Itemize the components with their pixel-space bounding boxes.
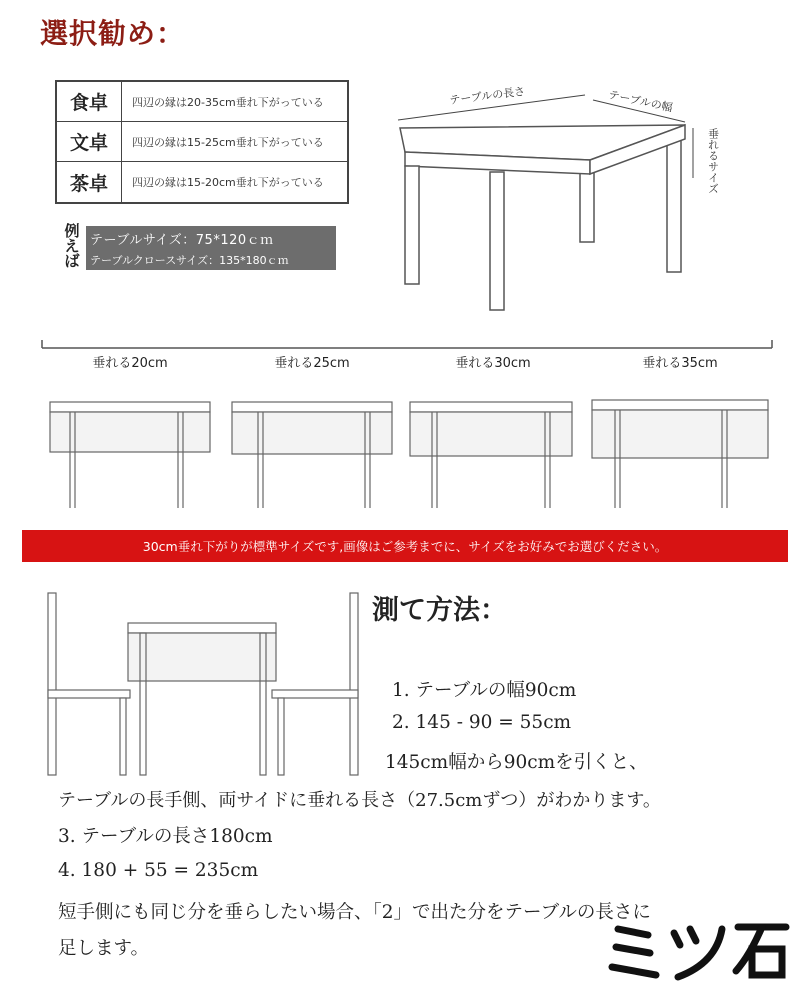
table-leg-front-mid xyxy=(490,172,504,310)
length-label: テーブルの長さ xyxy=(448,84,526,107)
method-step-4: 4. 180 + 55 = 235cm xyxy=(58,860,259,881)
drop-bracket-line xyxy=(42,340,772,348)
table-drop-35 xyxy=(592,400,768,508)
table-drop-30 xyxy=(410,402,572,508)
method-step-1: 1. テーブルの幅90cm xyxy=(392,680,577,701)
chair-left-seat xyxy=(48,690,130,698)
width-label: テーブルの幅 xyxy=(607,88,674,115)
brand-logo xyxy=(600,915,795,985)
chair-right-leg xyxy=(278,698,284,775)
method-note-1: 短手側にも同じ分を垂らしたい場合、「2」で出た分をテーブルの長さに xyxy=(58,902,651,923)
example-cloth-size: テーブルクロースサイズ：135*180ｃｍ xyxy=(90,254,289,267)
table-leg-back-right xyxy=(667,132,681,272)
table-drop-25 xyxy=(232,402,392,508)
size-row-dining xyxy=(57,82,347,122)
method-step-3: 3. テーブルの長さ180cm xyxy=(58,826,273,847)
size-row-tea xyxy=(57,162,347,202)
table-leg-front-left xyxy=(405,166,419,284)
size-table xyxy=(55,80,349,204)
table-type-label: 食卓 xyxy=(57,82,122,121)
table-cloth xyxy=(128,633,276,681)
chair-left-back xyxy=(48,593,56,775)
table-type-label: 文卓 xyxy=(57,122,122,161)
example-box xyxy=(86,226,336,270)
table-drop-desc: 四辺の縁は20-35cm垂れ下がっている xyxy=(132,95,324,109)
method-explanation-2: テーブルの長手側、両サイドに垂れる長さ（27.5cmずつ）がわかります。 xyxy=(58,790,661,811)
drop-label-30: 垂れる30cm xyxy=(455,356,531,371)
method-step-2: 2. 145 - 90 = 55cm xyxy=(392,712,572,733)
method-note-2: 足します。 xyxy=(58,938,150,959)
table-dimension-diagram xyxy=(380,80,780,320)
measurement-diagram xyxy=(40,585,370,780)
drop-label-35: 垂れる35cm xyxy=(642,356,718,371)
example-table-size: テーブルサイズ：75*120ｃｍ xyxy=(90,233,274,248)
table-type-label: 茶卓 xyxy=(57,162,122,202)
table-drop-20 xyxy=(50,402,210,508)
drop-label-25: 垂れる25cm xyxy=(274,356,350,371)
table-drop-desc: 四辺の縁は15-25cm垂れ下がっている xyxy=(132,135,324,149)
table-drop-desc: 四辺の縁は15-20cm垂れ下がっている xyxy=(132,176,324,189)
size-row-desk xyxy=(57,122,347,162)
drop-label: 垂れるサイズ xyxy=(706,128,720,194)
method-explanation-1: 145cm幅から90cmを引くと、 xyxy=(385,752,648,773)
chair-left-leg xyxy=(120,698,126,775)
chair-right-back xyxy=(350,593,358,775)
example-label: 例えば xyxy=(64,222,80,270)
page-heading: 選択勧め： xyxy=(40,17,186,50)
drop-label-20: 垂れる20cm xyxy=(92,356,168,371)
table-top xyxy=(128,623,276,633)
method-title: 測て方法： xyxy=(372,595,507,626)
chair-right-seat xyxy=(272,690,358,698)
standard-size-banner: 30cm垂れ下がりが標準サイズです,画像はご参考までに、サイズをお好みでお選びください。 xyxy=(22,530,788,562)
